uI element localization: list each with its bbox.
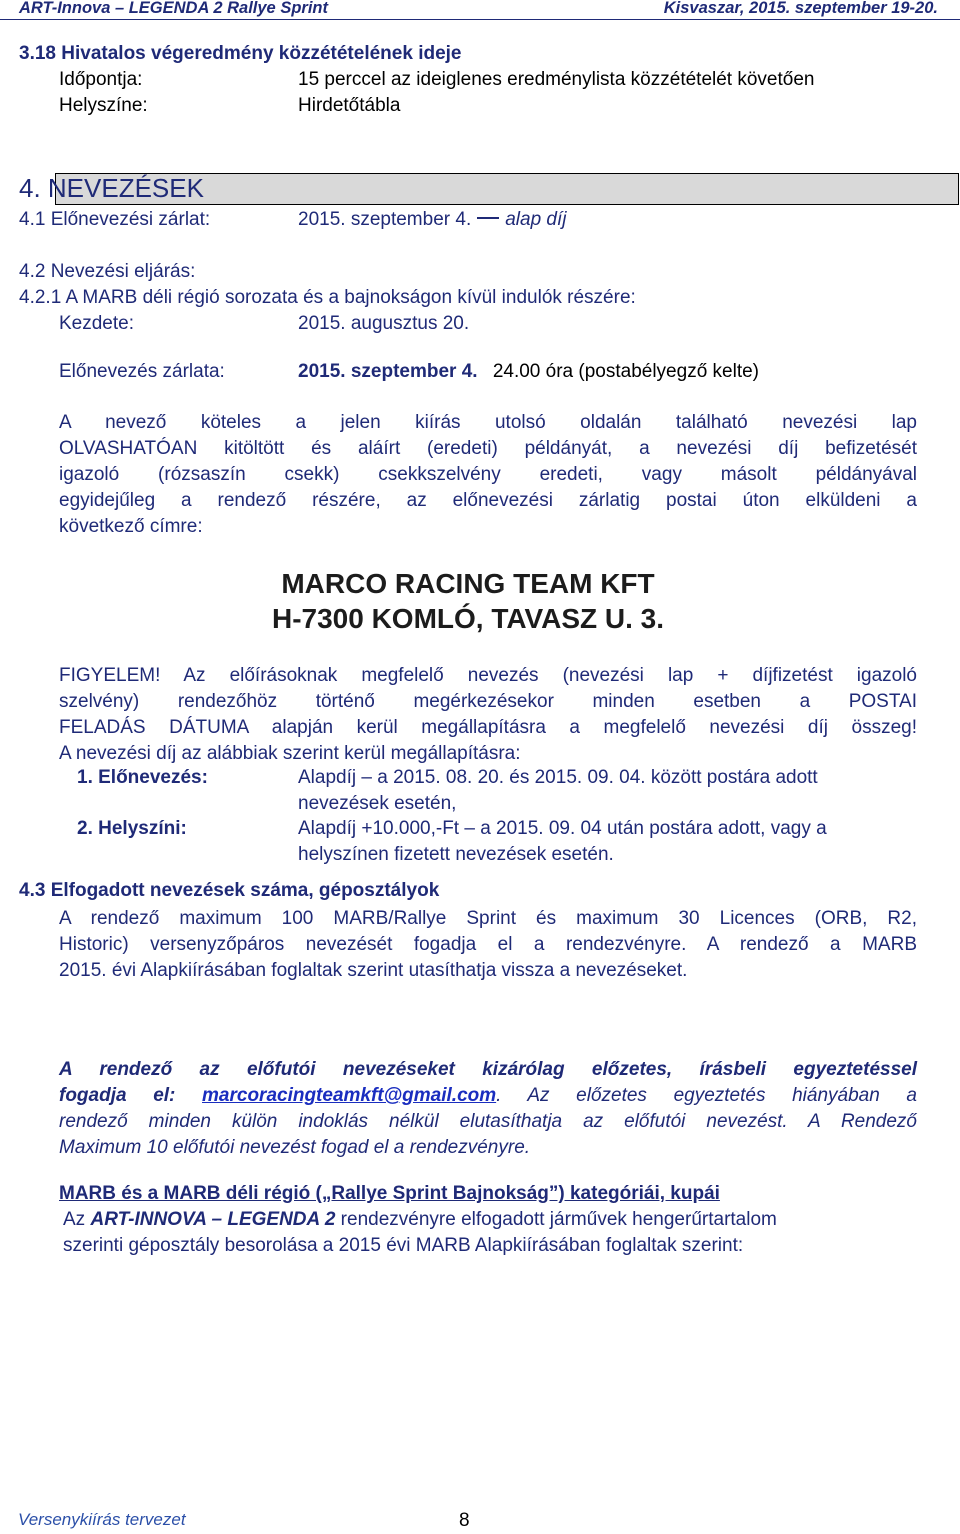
helyszin-label: Helyszíne: [59, 95, 148, 116]
zarlata-rest: 24.00 óra (postabélyegző kelte) [492, 361, 759, 382]
page-header [0, 0, 960, 20]
section-4-title: 4. NEVEZÉSEK [19, 173, 204, 203]
helyszin-value: Hirdetőtábla [298, 95, 401, 116]
fee-1-line-2: nevezések esetén, [298, 793, 457, 814]
s43-line: 2015. évi Alapkiírásában foglaltak szerint utasíthatja vissza a nevezéseket. [59, 960, 688, 981]
s41-value-line [298, 209, 567, 231]
category-title: MARB és a MARB déli régió („Rallye Sprint Bajnokság”) kategóriái, kupái [59, 1183, 720, 1204]
idopont-value: 15 perccel az ideiglenes eredménylista közzétételét követően [298, 69, 815, 90]
p3-l2-post: . Az előzetes egyeztetés hiányában a [496, 1085, 917, 1106]
p3-l2-pre: fogadja el: [59, 1085, 176, 1106]
zarlata-value: 2015. szeptember 4. [298, 361, 478, 382]
s43-paragraph [59, 906, 917, 984]
footer-label: Versenykiírás tervezet [18, 1510, 186, 1529]
p1-line: egyidejűleg a rendező részére, az előnevezési zárlatig postai úton elküldeni a [59, 490, 917, 511]
p3-line: rendező minden külön indoklás nélkül elutasíthatja az előfutói nevezést. A Rendező [59, 1111, 917, 1132]
zarlata-value-line [298, 361, 759, 383]
fee-2-label: 2. Helyszíni: [77, 818, 187, 839]
p4-l1-post: rendezvényre elfogadott járművek hengerűrtartalom [340, 1209, 777, 1230]
s43-line: A rendező maximum 100 MARB/Rallye Sprint és maximum 30 Licences (ORB, R2, [59, 908, 917, 929]
p2-line: szelvény) rendezőhöz történő megérkezésekor minden esetben a POSTAI [59, 691, 917, 712]
zarlata-label: Előnevezés zárlata: [59, 361, 225, 382]
entry-instructions [59, 410, 917, 540]
s41-suffix: alap díj [505, 209, 567, 230]
p2-line: FELADÁS DÁTUMA alapján kerül megállapításra a megfelelő nevezési díj összeg! [59, 717, 917, 738]
section-3-18-title: 3.18 Hivatalos végeredmény közzétételének ideje [19, 43, 462, 64]
header-date: Kisvaszar, 2015. szeptember 19-20. [663, 0, 938, 17]
s43-line: Historic) versenyzőpáros nevezését fogadja el a rendezvényre. A rendező a MARB [59, 934, 917, 955]
s41-label: 4.1 Előnevezési zárlat: [19, 209, 211, 230]
p2-line: FIGYELEM! Az előírásoknak megfelelő nevezés (nevezési lap + díjfizetést igazoló [59, 665, 917, 686]
page-number: 8 [459, 1510, 470, 1531]
warning-paragraph [59, 663, 917, 767]
fee-2-line-2: helyszínen fizetett nevezések esetén. [298, 844, 614, 865]
header-title: ART-Innova – LEGENDA 2 Rallye Sprint [19, 0, 328, 17]
s43-title: 4.3 Elfogadott nevezések száma, géposztályok [19, 880, 440, 901]
category-line-1 [63, 1209, 777, 1231]
s41-value: 2015. szeptember 4. [298, 209, 472, 230]
address-line-2: H-7300 KOMLÓ, TAVASZ U. 3. [271, 603, 665, 634]
forerunner-paragraph [59, 1057, 917, 1161]
idopont-label: Időpontja: [59, 69, 143, 90]
address-block [59, 566, 877, 636]
dash-divider [477, 217, 499, 219]
s421-title: 4.2.1 A MARB déli régió sorozata és a bajnokságon kívül indulók részére: [19, 287, 636, 308]
p3-line-2 [59, 1083, 917, 1109]
fee-2-line-1: Alapdíj +10.000,-Ft – a 2015. 09. 04 után postára adott, vagy a [298, 818, 827, 839]
kezdete-label: Kezdete: [59, 313, 134, 334]
kezdete-value: 2015. augusztus 20. [298, 313, 470, 334]
category-line-2: szerinti géposztály besorolása a 2015 évi MARB Alapkiírásában foglaltak szerint: [63, 1235, 744, 1256]
email-link[interactable]: marcoracingteamkft@gmail.com [202, 1085, 497, 1106]
address-line-1: MARCO RACING TEAM KFT [281, 568, 655, 599]
p1-line: OLVASHATÓAN kitöltött és aláírt (eredeti) példányát, a nevezési díj befizetését [59, 438, 917, 459]
p1-line: következő címre: [59, 516, 203, 537]
fee-1-label: 1. Előnevezés: [77, 767, 208, 788]
event-name: ART-INNOVA – LEGENDA 2 [90, 1209, 336, 1230]
s42-title: 4.2 Nevezési eljárás: [19, 261, 196, 282]
p3-line: A rendező az előfutói nevezéseket kizárólag előzetes, írásbeli egyeztetéssel [59, 1059, 917, 1080]
fee-1-line-1: Alapdíj – a 2015. 08. 20. és 2015. 09. 04. között postára adott [298, 767, 818, 788]
p4-l1-pre: Az [63, 1209, 86, 1230]
p1-line: igazoló (rózsaszín csekk) csekkszelvény eredeti, vagy másolt példányával [59, 464, 917, 485]
p2-line: A nevezési díj az alábbiak szerint kerül megállapításra: [59, 743, 521, 764]
p1-line: A nevező köteles a jelen kiírás utolsó oldalán található nevezési lap [59, 412, 917, 433]
p3-line: Maximum 10 előfutói nevezést fogad el a rendezvényre. [59, 1137, 531, 1158]
